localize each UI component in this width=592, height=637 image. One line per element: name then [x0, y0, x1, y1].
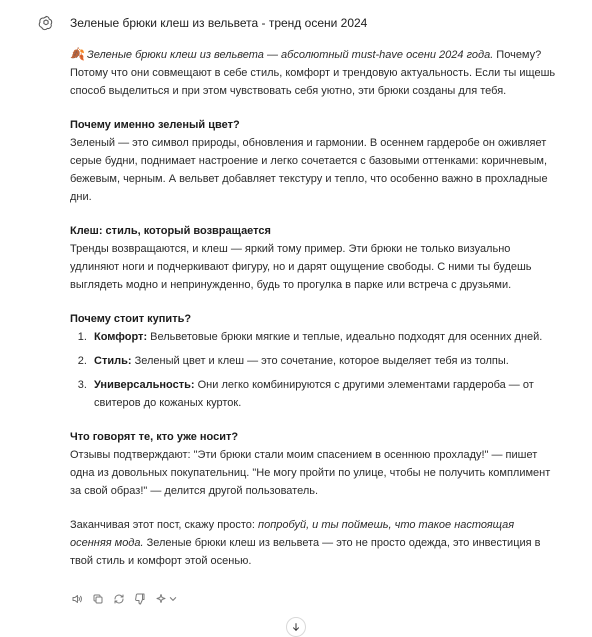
section-heading-reviews: Что говорят те, кто уже носит? — [70, 431, 239, 443]
arrow-down-icon — [291, 622, 301, 632]
message-actions — [70, 590, 177, 608]
chevron-down-icon[interactable] — [169, 592, 177, 606]
thumbs-down-icon[interactable] — [133, 592, 147, 606]
scroll-down-button[interactable] — [286, 617, 306, 637]
list-item — [90, 352, 556, 370]
list-item-label: Стиль: — [94, 355, 132, 367]
sparkle-icon[interactable] — [154, 592, 168, 606]
section-heading-flare: Клеш: стиль, который возвращается — [70, 225, 271, 237]
list-item — [90, 376, 556, 412]
outro-paragraph — [70, 516, 556, 570]
list-item — [90, 328, 556, 346]
section-heading-why-buy: Почему стоит купить? — [70, 313, 192, 325]
intro-paragraph — [70, 45, 556, 100]
list-item-label: Комфорт: — [94, 331, 148, 343]
outro-italic-text: попробуй, и ты поймешь, что такое настоящая осенняя мода. — [70, 519, 515, 549]
list-item-text: Они легко комбинируются с другими элементами гардероба — от свитеров до кожаных курток. — [94, 379, 534, 409]
section-heading-green-color: Почему именно зеленый цвет? — [70, 119, 240, 131]
reasons-list — [70, 328, 556, 412]
outro-text-end: Зеленые брюки клеш из вельвета — это не просто одежда, это инвестиция в твой стиль и комфорт этой осенью. — [70, 537, 541, 567]
assistant-message — [70, 45, 556, 586]
list-item-label: Универсальность: — [94, 379, 195, 391]
section-text-flare: Тренды возвращаются, и клеш — яркий тому пример. Эти брюки не только визуально удлиняют ноги и подчеркивают фигуру, но и дарят ощущение свободы. С ними ты будешь выглядеть модно и непринужденно, будь то прогулка в парке или встреча с друзьями. — [70, 243, 532, 291]
list-item-text: Вельветовые брюки мягкие и теплые, идеально подходят для осенних дней. — [147, 331, 543, 343]
section-text-reviews: Отзывы подтверждают: "Эти брюки стали моим спасением в осеннюю прохладу!" — пишет одна из довольных покупательниц. "Не могу пройти по улице, чтобы не получить комплимент за свой образ!" — делится другой пользователь. — [70, 449, 551, 497]
list-item-text: Зеленый цвет и клеш — это сочетание, которое выделяет тебя из толпы. — [131, 355, 509, 367]
copy-icon[interactable] — [91, 592, 105, 606]
intro-italic-text: Зеленые брюки клеш из вельвета — абсолютный must-have осени 2024 года. — [86, 49, 494, 61]
chat-title: Зеленые брюки клеш из вельвета - тренд осени 2024 — [70, 16, 368, 30]
chat-header — [0, 0, 592, 44]
speaker-icon[interactable] — [70, 592, 84, 606]
outro-text-start: Заканчивая этот пост, скажу просто: — [70, 519, 259, 531]
intro-text: Почему? Потому что они совмещают в себе стиль, комфорт и трендовую актуальность. Если ты ищешь способ выделиться и при этом чувствовать себя уютно, эти брюки созданы для тебя. — [70, 49, 556, 97]
openai-logo-icon — [37, 14, 55, 32]
section-text-green-color: Зеленый — это символ природы, обновления и гармонии. В осеннем гардеробе он оживляет серые будни, поднимает настроение и легко сочетается с базовыми оттенками: коричневым, бежевым, черным. А вельвет добавляет текстуру и тепло, что особенно важно в прохладные дни. — [70, 137, 548, 203]
leaf-emoji-icon: 🍂 — [70, 47, 85, 61]
regenerate-icon[interactable] — [112, 592, 126, 606]
